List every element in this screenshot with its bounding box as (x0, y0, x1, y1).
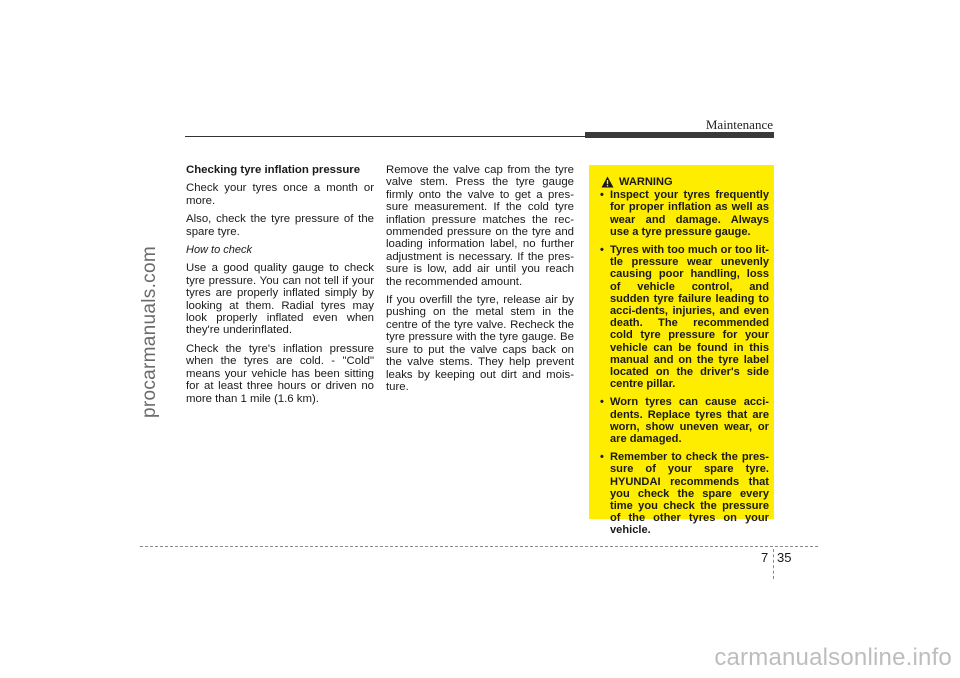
paragraph: Check your tyres once a month or more. (186, 182, 374, 207)
warning-item-text: Remember to check the pres-sure of your spare tyre. HYUNDAI recommends that you check the spare every time you check the pressure of the other tyres on your vehicle. (610, 451, 769, 537)
bullet: • (600, 451, 604, 464)
warning-title: WARNING (619, 176, 673, 188)
bullet: • (600, 244, 604, 257)
warning-box (589, 165, 774, 537)
paragraph: Also, check the tyre pressure of the spare tyre. (186, 213, 374, 238)
warning-list (597, 189, 769, 536)
subheading: How to check (186, 244, 253, 257)
warning-item-text: Tyres with too much or too lit-tle pressure wear unevenly causing poor handling, loss of vehicle control, and sudden tyre failure leading to acci-dents, injuries, and even death. The recommended cold tyre pressure for your vehicle can be found in this manual and on the tyre label located on the driver's side centre pillar. (610, 244, 769, 391)
bullet: • (600, 396, 604, 409)
section-heading: Checking tyre inflation pressure (186, 164, 361, 176)
warning-item (597, 244, 769, 390)
left-column (186, 164, 374, 411)
paragraph: If you overfill the tyre, release air by pushing on the metal stem in the centre of the tyre valve. Recheck the tyre pressure with the tyre gauge. Be sure to put the valve caps back on the valve stems. They help prevent leaks by keeping out dirt and mois-ture. (386, 294, 574, 393)
bottom-watermark: carmanualsonline.info (714, 644, 952, 671)
header-rule (185, 136, 587, 137)
warning-item-text: Worn tyres can cause acci-dents. Replace tyres that are worn, show uneven wear, or are damaged. (610, 396, 769, 446)
warning-item (597, 189, 769, 238)
paragraph: Remove the valve cap from the tyre valve stem. Press the tyre gauge firmly onto the valve to get a pres-sure measurement. If the cold tyre inflation pressure matches the rec-ommended pressure on the tyre and loading information label, no further adjustment is necessary. If the pres-sure is low, add air until you reach the recommended amount. (386, 164, 574, 288)
middle-column (386, 164, 574, 399)
paragraph: Check the tyre's inflation pressure when the tyres are cold. - "Cold" means your vehicle has been sitting for at least three hours or driven no more than 1 mile (1.6 km). (186, 342, 374, 405)
paragraph: Use a good quality gauge to check tyre pressure. You can not tell if your tyres are properly inflated simply by looking at them. Radial tyres may look properly inflated even when they're underinflated. (186, 262, 374, 337)
footer-rule (140, 546, 818, 547)
warning-header (597, 176, 769, 188)
header-rule-accent (585, 132, 774, 138)
page-number-separator (773, 549, 774, 579)
side-watermark: procarmanuals.com (139, 246, 160, 418)
section-title: Maintenance (705, 117, 773, 132)
chapter-number: 7 (761, 550, 769, 565)
warning-item (597, 396, 769, 445)
bullet: • (600, 189, 604, 202)
warning-item (597, 451, 769, 536)
warning-item-text: Inspect your tyres frequently for proper inflation as well as wear and damage. Always use a tyre pressure gauge. (610, 189, 769, 238)
warning-triangle-icon (601, 176, 614, 188)
page-number: 35 (777, 550, 792, 565)
